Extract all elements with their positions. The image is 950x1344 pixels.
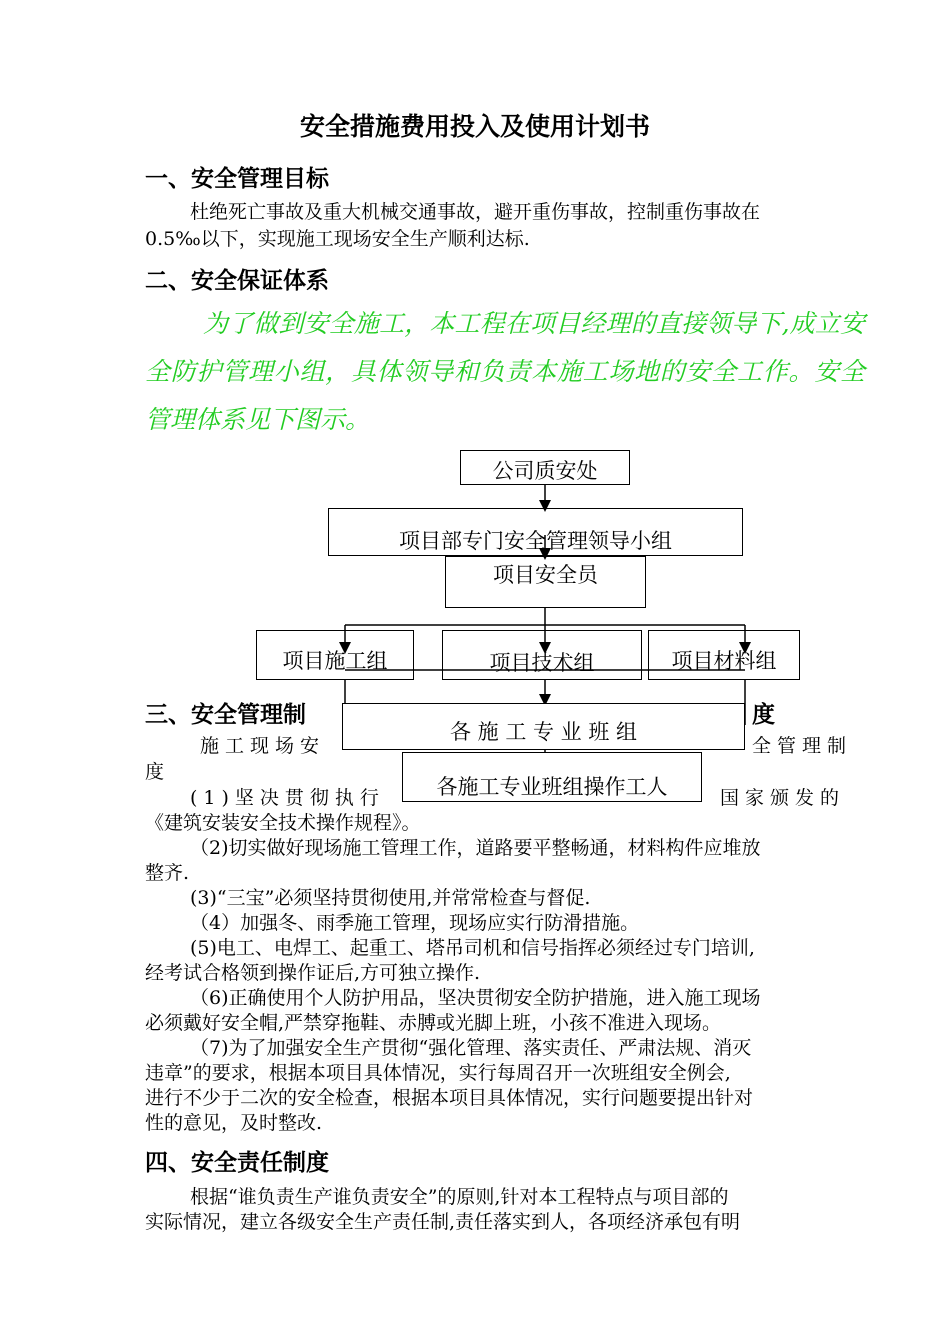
section3-item7-b: 违章”的要求，根据本项目具体情况，实行每周召开一次班组安全例会, (145, 1062, 731, 1084)
chart-label-safety-officer: 项目安全员 (493, 563, 598, 587)
chart-box-leader-group (328, 508, 743, 556)
section2-paragraph: 为了做到安全施工，本工程在项目经理的直接领导下,成立安全防护管理小组，具体领导和负责本施工场地的安全工作。安全管理体系见下图示。 (145, 309, 865, 434)
chart-box-safety-officer (445, 556, 646, 608)
chart-label-construction-group: 项目施工组 (282, 649, 388, 673)
section3-item1-left: (1)坚决贯彻执行 (190, 787, 385, 809)
section3-item5-a: (5)电工、电焊工、起重工、塔吊司机和信号指挥必须经过专门培训, (190, 937, 755, 959)
section3-item4: （4）加强冬、雨季施工管理，现场应实行防滑措施。 (190, 912, 640, 934)
section3-item6-b: 必须戴好安全帽,严禁穿拖鞋、赤膊或光脚上班，小孩不准进入现场。 (145, 1012, 722, 1034)
chart-box-tech-group (442, 630, 642, 680)
section3-intro-end: 度 (145, 761, 165, 783)
chart-box-company (460, 450, 630, 485)
document-title: 安全措施费用投入及使用计划书 (299, 112, 650, 141)
section1-heading: 一、安全管理目标 (145, 166, 329, 192)
chart-box-teams (342, 703, 745, 750)
section4-line1: 根据“谁负责生产谁负责安全”的原则,针对本工程特点与项目部的 (190, 1186, 729, 1208)
section2-heading: 二、安全保证体系 (145, 268, 329, 294)
section3-item2-a: （2)切实做好现场施工管理工作，道路要平整畅通，材料构件应堆放 (190, 837, 761, 859)
section3-item7-c: 进行不少于二次的安全检查，根据本项目具体情况，实行问题要提出针对 (145, 1087, 754, 1109)
section4-heading: 四、安全责任制度 (145, 1150, 329, 1176)
chart-box-workers (402, 752, 702, 802)
chart-label-material-group: 项目材料组 (671, 649, 777, 673)
section3-item1-end: 《建筑安装安全技术操作规程》。 (145, 812, 421, 834)
section3-heading-left: 三、安全管理制 (145, 702, 306, 728)
section3-item6-a: （6)正确使用个人防护用品，坚决贯彻安全防护措施，进入施工现场 (190, 987, 761, 1009)
section4-line2: 实际情况，建立各级安全生产责任制,责任落实到人，各项经济承包有明 (145, 1211, 741, 1233)
chart-box-material-group (648, 630, 800, 680)
section3-item1-right: 国家颁发的 (720, 787, 846, 809)
section3-item7-d: 性的意见，及时整改. (145, 1112, 323, 1134)
section1-line2: 0.5‰以下，实现施工现场安全生产顺利达标. (145, 228, 530, 250)
section3-item5-b: 经考试合格领到操作证后,方可独立操作. (145, 962, 481, 984)
section3-item3: (3)“三宝”必须坚持贯彻使用,并常常检查与督促. (190, 887, 591, 909)
chart-label-teams: 各 施 工 专 业 班 组 (449, 720, 638, 744)
section1-line1: 杜绝死亡事故及重大机械交通事故，避开重伤事故，控制重伤事故在 (190, 201, 761, 223)
section3-heading-right: 度 (752, 702, 775, 728)
section3-item7-a: （7)为了加强安全生产贯彻“强化管理、落实责任、严肃法规、消灭 (190, 1037, 752, 1059)
chart-label-company: 公司质安处 (492, 459, 598, 483)
section3-intro-left: 施工现场安 (200, 735, 326, 757)
section3-item2-b: 整齐. (145, 862, 190, 884)
section3-intro-right: 全管理制 (752, 735, 853, 757)
chart-label-workers: 各施工专业班组操作工人 (436, 775, 668, 799)
chart-box-construction-group (256, 630, 414, 680)
chart-label-leader-group: 项目部专门安全管理领导小组 (399, 529, 672, 553)
chart-label-tech-group: 项目技术组 (489, 651, 595, 675)
